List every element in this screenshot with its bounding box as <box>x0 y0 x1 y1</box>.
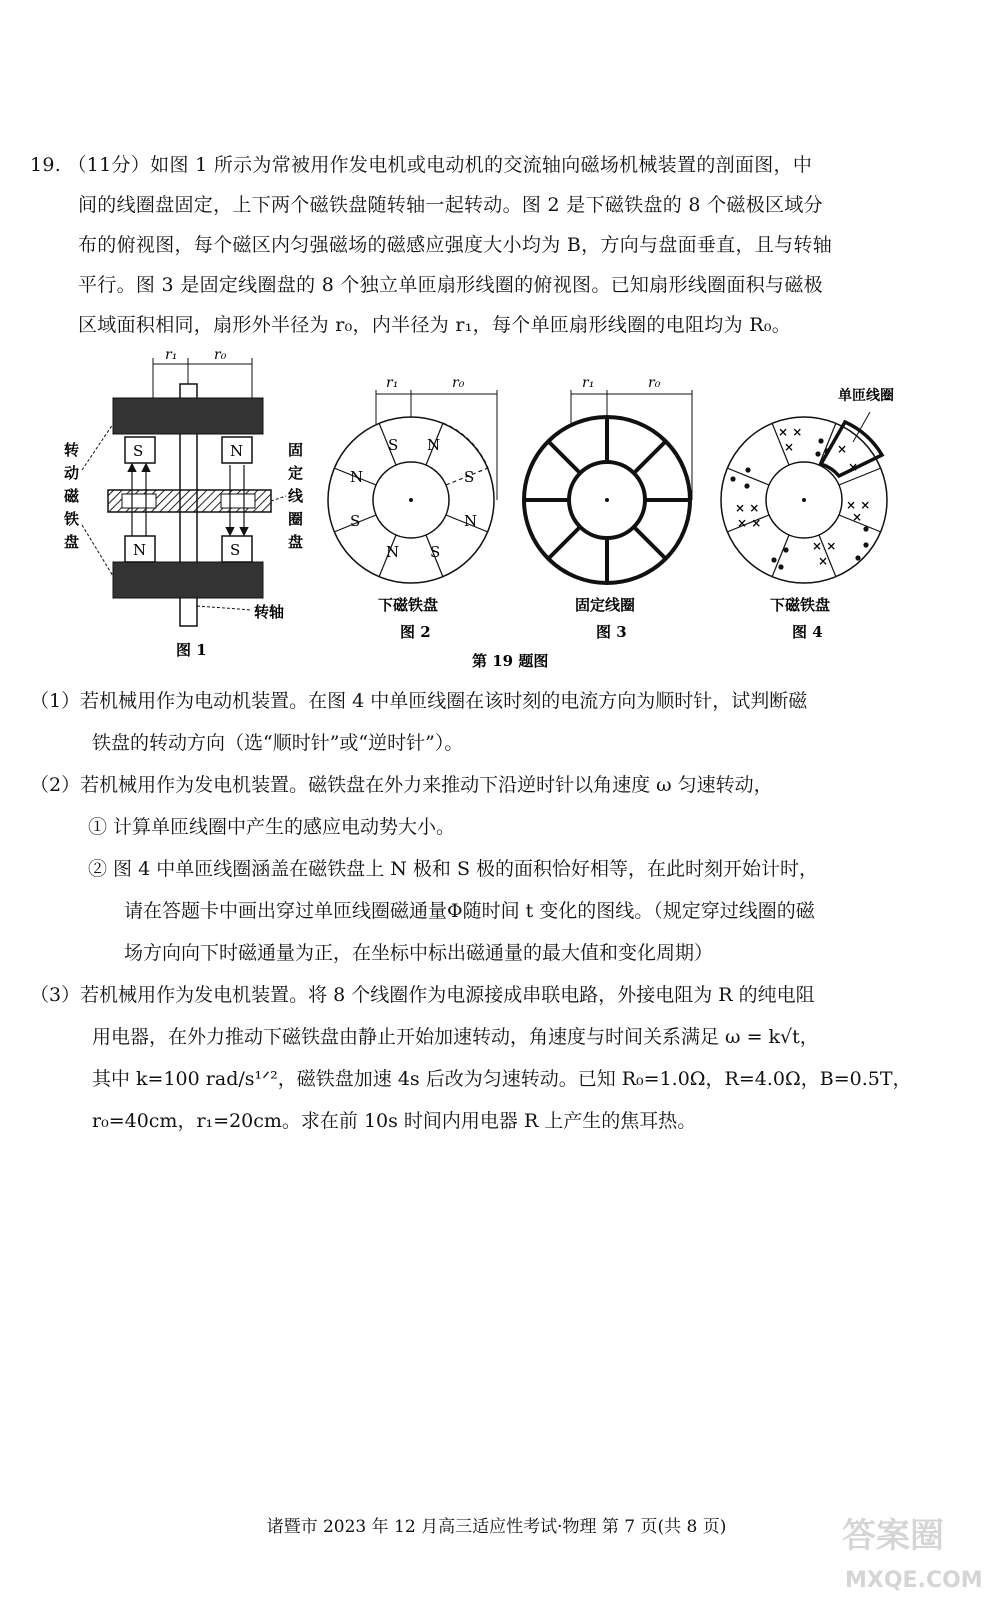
sub1-line-1: （1）若机械用作为电动机装置。在图 4 中单匝线圈在该时刻的电流方向为顺时针，试判断磁 <box>30 690 808 712</box>
svg-text:动: 动 <box>64 464 80 482</box>
question-points: （11分） <box>67 154 151 176</box>
page-footer: 诸暨市 2023 年 12 月高三适应性考试·物理 第 7 页(共 8 页) <box>266 1517 727 1537</box>
fig2-title: 下磁铁盘 <box>378 596 439 614</box>
fig1-r0-label: r₀ <box>214 347 227 363</box>
sub2-head: （2）若机械用作为发电机装置。磁铁盘在外力来推动下沿逆时针以角速度 ω 匀速转动， <box>30 774 773 796</box>
intro-line-1: 19. （11分）如图 1 所示为常被用作发电机或电动机的交流轴向磁场机械装置的剖面图，中 <box>30 154 813 176</box>
fig2-caption: 图 2 <box>400 623 431 641</box>
svg-text:铁: 铁 <box>64 510 80 528</box>
fig4-annotation: 单匝线圈 <box>838 388 894 404</box>
svg-text:盘: 盘 <box>64 533 80 551</box>
sub2-item-2-line-3: 场方向向下时磁通量为正，在坐标中标出磁通量的最大值和变化周期） <box>124 942 714 964</box>
fig2-pole-2: N <box>427 436 441 454</box>
figure-group-caption: 第 19 题图 <box>472 652 549 670</box>
svg-text:×: × <box>848 460 859 474</box>
fig3-caption: 图 3 <box>596 623 627 641</box>
sub2-item-2-line-1: ② 图 4 中单匝线圈涵盖在磁铁盘上 N 极和 S 极的面积恰好相等，在此时刻开始计时， <box>88 858 819 880</box>
sub2-item-2-line-2: 请在答题卡中画出穿过单匝线圈磁通量Φ随时间 t 变化的图线。（规定穿过线圈的磁 <box>124 900 815 922</box>
fig3-r1-label: r₁ <box>582 375 595 391</box>
intro-line-3: 布的俯视图，每个磁区内匀强磁场的磁感应强度大小均为 B，方向与盘面垂直，且与转轴 <box>78 234 833 256</box>
fig2-r0-label: r₀ <box>452 375 465 391</box>
intro-line-5: 区域面积相同，扇形外半径为 r₀，内半径为 r₁，每个单匝扇形线圈的电阻均为 R₀。 <box>78 314 792 336</box>
intro-line-2: 间的线圈盘固定，上下两个磁铁盘随转轴一起转动。图 2 是下磁铁盘的 8 个磁极区域分 <box>78 194 823 216</box>
svg-text:×: × <box>837 442 848 456</box>
fig2-pole-8: N <box>350 468 364 486</box>
svg-text:× ×: × × <box>778 425 803 439</box>
fig1-shaft-label: 转轴 <box>254 603 285 621</box>
svg-text:×: × <box>784 440 795 454</box>
figure-3 <box>524 375 692 641</box>
figure-4 <box>721 387 894 641</box>
fig2-pole-4: N <box>464 512 478 530</box>
subquestion-2 <box>30 764 955 974</box>
fig2-r1-label: r₁ <box>386 375 399 391</box>
svg-text:×: × <box>852 510 863 524</box>
sub3-line-4: r₀=40cm，r₁=20cm。求在前 10s 时间内用电器 R 上产生的焦耳热。 <box>92 1110 697 1132</box>
sub3-line-2: 用电器，在外力推动下磁铁盘由静止开始加速转动，角速度与时间关系满足 ω = k√t， <box>92 1026 819 1048</box>
fig4-caption: 图 4 <box>792 623 823 641</box>
sub2-item-1: ① 计算单匝线圈中产生的感应电动势大小。 <box>88 816 456 838</box>
sub3-line-3: 其中 k=100 rad/s¹ᐟ²，磁铁盘加速 4s 后改为匀速转动。已知 R₀=1.0Ω，R=4.0Ω，B=0.5T， <box>92 1068 912 1090</box>
fig1-caption: 图 1 <box>176 641 207 659</box>
svg-text:× ×: × × <box>812 539 837 553</box>
figure-1 <box>63 347 304 659</box>
fig2-pole-5: S <box>430 543 441 561</box>
svg-text:× ×: × × <box>737 516 762 530</box>
fig1-bottom-magnet-disk <box>113 562 263 598</box>
sub1-line-2: 铁盘的转动方向（选“顺时针”或“逆时针”）。 <box>92 732 464 754</box>
svg-text:转: 转 <box>64 441 80 459</box>
fig1-pole-top-right: N <box>230 442 244 460</box>
fig2-pole-1: S <box>388 436 399 454</box>
svg-text:× ×: × × <box>735 501 760 515</box>
svg-text:固: 固 <box>288 441 304 459</box>
fig4-title: 下磁铁盘 <box>770 596 831 614</box>
svg-text:盘: 盘 <box>288 533 304 551</box>
watermark-logo <box>837 1505 987 1595</box>
svg-text:线: 线 <box>288 487 304 505</box>
intro-line-4: 平行。图 3 是固定线圈盘的 8 个独立单匝扇形线圈的俯视图。已知扇形线圈面积与磁极 <box>78 274 823 296</box>
fig3-title: 固定线圈 <box>575 596 636 614</box>
fig2-pole-7: S <box>350 512 361 530</box>
fig1-r1-label: r₁ <box>165 347 178 363</box>
fig1-pole-top-left: S <box>133 442 144 460</box>
fig2-pole-3: S <box>464 468 475 486</box>
fig2-pole-6: N <box>386 543 400 561</box>
question-19-intro <box>30 145 950 345</box>
figure-2 <box>328 375 497 641</box>
svg-text:× ×: × × <box>846 498 871 512</box>
subquestion-1 <box>30 680 955 764</box>
fig1-top-magnet-disk <box>113 398 263 434</box>
fig3-r0-label: r₀ <box>648 375 661 391</box>
svg-text:定: 定 <box>288 464 304 482</box>
figure-group <box>0 340 993 680</box>
svg-text:圈: 圈 <box>288 510 304 528</box>
subquestion-3 <box>30 974 955 1142</box>
svg-text:×: × <box>818 554 829 568</box>
sub3-line-1: （3）若机械用作为发电机装置。将 8 个线圈作为电源接成串联电路，外接电阻为 R 的纯电阻 <box>30 984 815 1006</box>
svg-text:磁: 磁 <box>64 487 80 505</box>
fig1-pole-bottom-left: N <box>133 541 147 559</box>
watermark-bottom: MXQE.COM <box>845 1568 983 1593</box>
fig1-pole-bottom-right: S <box>230 541 241 559</box>
question-number: 19. <box>30 154 62 176</box>
watermark-top: 答案圈 <box>842 1516 944 1556</box>
